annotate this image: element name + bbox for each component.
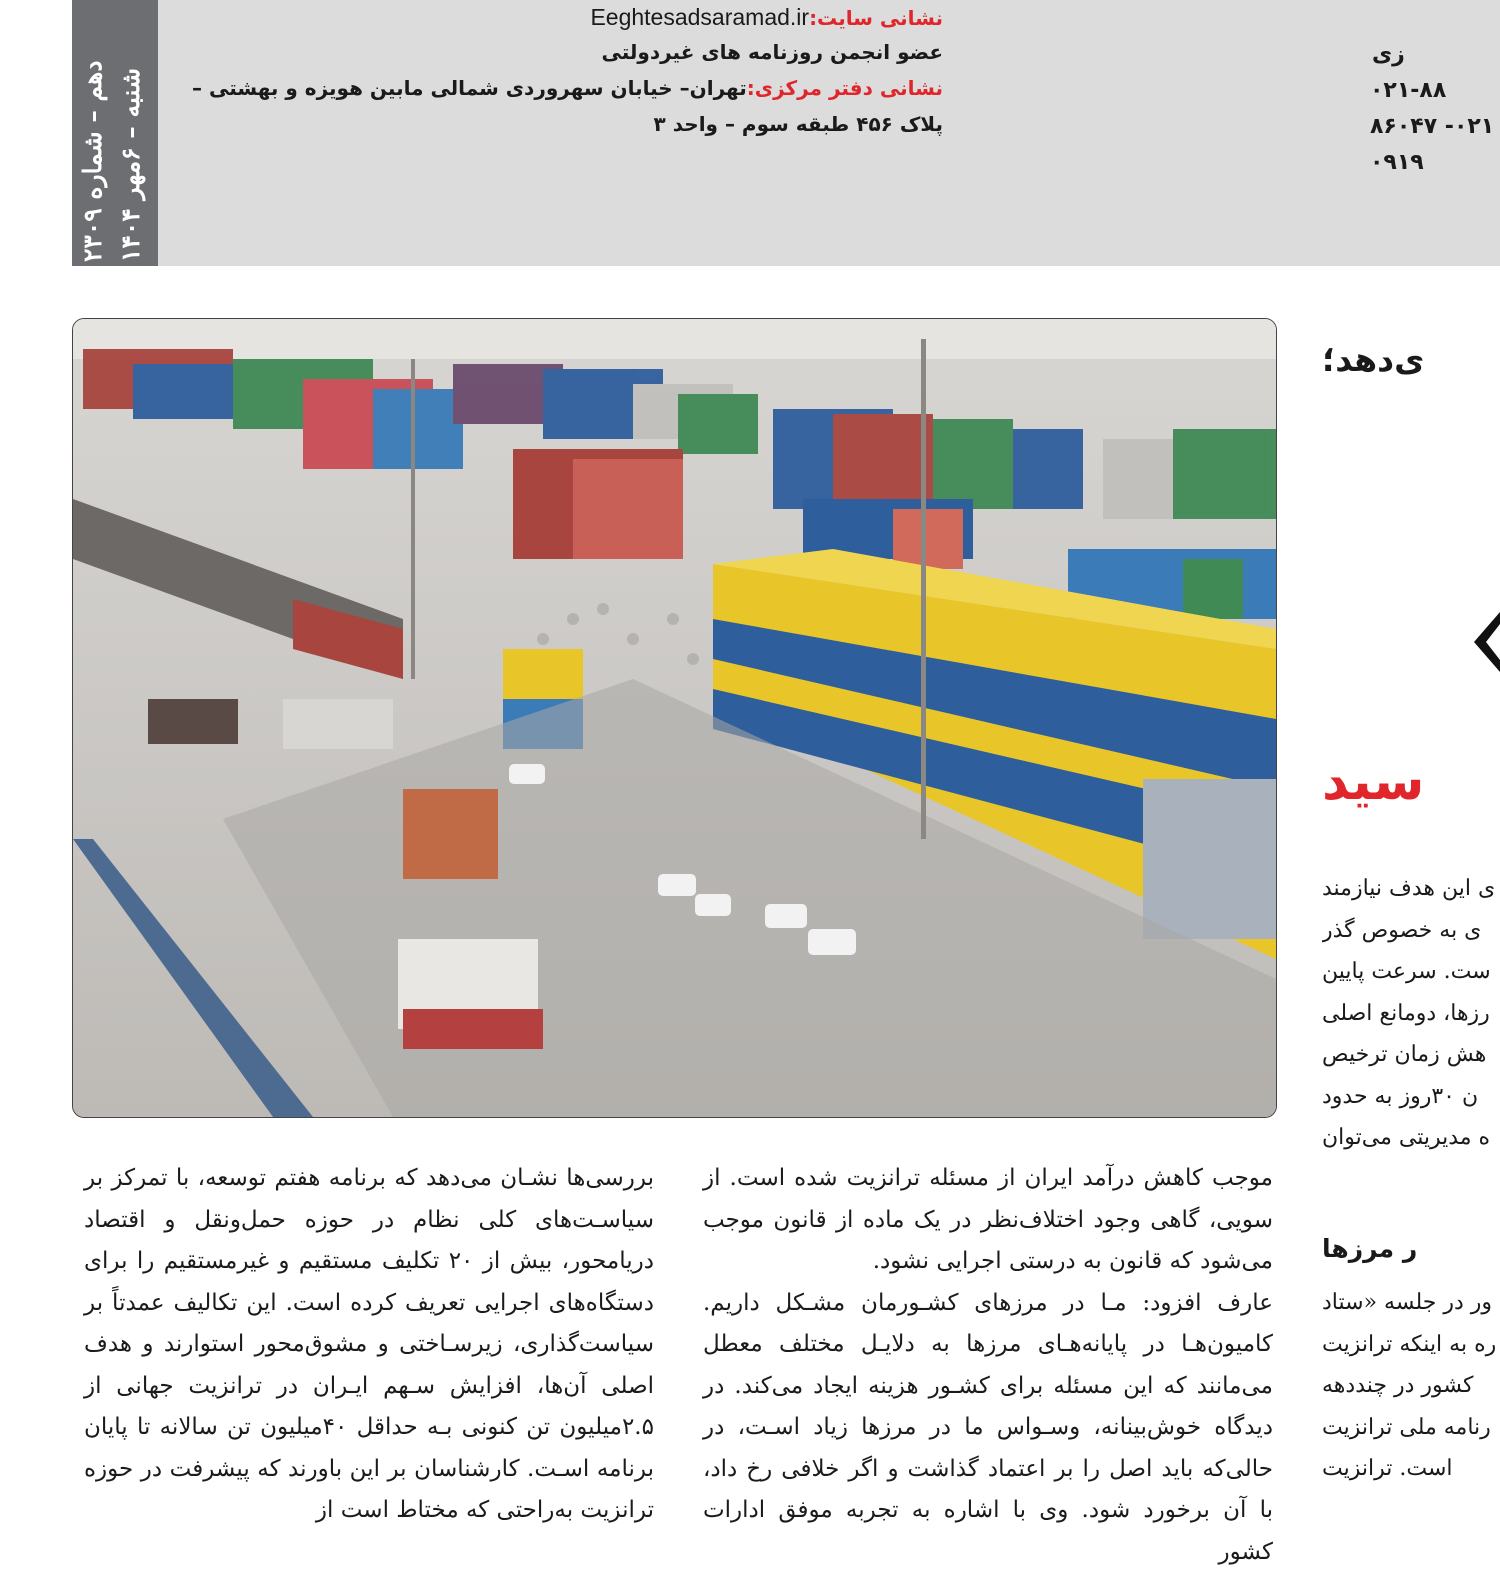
side-line: ور در جلسه «ستاد <box>1322 1282 1500 1324</box>
office-address-2: پلاک ۴۵۶ طبقه سوم – واحد ۳ <box>654 112 943 136</box>
side-line: ی به خصوص گذر <box>1322 910 1500 952</box>
phone-fragment-2: ۰۲۱- ۸۶۰۴۷ <box>1370 114 1494 139</box>
issue-number: دهم – شماره ۲۳۰۹ <box>78 0 118 262</box>
side-line: ره به اینکه ترانزیت <box>1322 1324 1500 1366</box>
paragraph: بررسی‌ها نشـان می‌دهد که برنامه هفتم توسعه، با تمرکز بر سیاسـت‌های کلی نظام در حوزه حمل‌ونقل و اقتصاد دریامحور، بیش از ۲۰ تکلیف مستقیم و غیرمستقیم را برای دستگاه‌های اجرایی تعریف کرده است. این تکالیف عمدتاً بر سیاست‌گذاری، زیرسـاختی و مشوق‌محور استوارند و هدف اصلی آن‌ها، افزایش سـهم ایـران در ترانزیت جهانی از ۲.۵میلیون تن کنونی بـه حداقل ۴۰میلیون تن سالانه تا پایان برنامه اسـت. کارشناسان بر این باورند که پیشرفت در حوزه ترانزیت به‌راحتی که مختاط است از <box>84 1158 654 1532</box>
site-label: نشانی سایت: <box>809 6 943 30</box>
article-column-left <box>84 1158 654 1532</box>
office-address-1: تهران– خیابان سهروردی شمالی مابین هویزه و بهشتی – <box>192 76 747 100</box>
side-line: ن ۳۰روز به حدود <box>1322 1076 1500 1118</box>
contact-fragment <box>1370 0 1500 266</box>
side-headline: ی‌دهد؛ <box>1322 340 1500 400</box>
side-line: است. ترانزیت <box>1322 1448 1500 1490</box>
site-url[interactable]: Eeghtesadsaramad.ir <box>590 4 809 30</box>
contact-label-fragment: زی <box>1372 42 1405 67</box>
membership-line: عضو انجمن روزنامه های غیردولتی <box>601 40 943 64</box>
site-line <box>590 4 943 31</box>
office-label: نشانی دفتر مرکزی: <box>747 76 943 100</box>
side-line: ه مدیریتی می‌توان <box>1322 1117 1500 1158</box>
phone-fragment-1: ۰۲۱-۸۸ <box>1370 78 1446 103</box>
paragraph: موجب کاهش درآمد ایران از مسئله ترانزیت شده است. از سویی، گاهی وجود اختلاف‌نظر در یک ماده از قانون موجب می‌شود که قانون به درستی اجرایی نشود. <box>703 1158 1273 1283</box>
paragraph: عارف افزود: مـا در مرزهای کشـورمان مشـکل داریم. کامیون‌هـا در پایانه‌هـای مرزها به دلایـل مختلف معطل می‌مانند که این مسئله برای کشـور هزینه ایجاد می‌کند. در دیدگاه خوش‌بینانه، وسـواس ما در مرزها زیاد اسـت، در حالی‌که باید اصل را بر اعتماد گذاشت و اگر خلافی رخ داد، با آن برخورد شود. وی با اشاره به تجربه موفق ادارات کشور <box>703 1283 1273 1573</box>
side-line: ست. سرعت پایین <box>1322 951 1500 993</box>
side-line: رنامه ملی ترانزیت <box>1322 1407 1500 1449</box>
issue-date: شنبه – ۶مهر ۱۴۰۴ <box>116 0 156 262</box>
side-subheading: ر مرزها <box>1322 1234 1500 1278</box>
container-terminal-photo <box>72 318 1277 1118</box>
issue-date-strip <box>72 0 158 266</box>
side-line: رزها، دومانع اصلی <box>1322 993 1500 1035</box>
office-line <box>192 76 943 100</box>
side-body-2 <box>1322 1282 1500 1509</box>
side-line: کشور در چنددهه <box>1322 1365 1500 1407</box>
chevron-left-icon <box>1474 612 1500 672</box>
side-line: ی این هدف نیازمند <box>1322 868 1500 910</box>
side-red-title: سید <box>1322 752 1500 822</box>
side-line: هش زمان ترخیص <box>1322 1034 1500 1076</box>
article-column-middle <box>703 1158 1273 1573</box>
container-terminal-illustration <box>73 319 1276 1117</box>
phone-fragment-3: ۰۹۱۹ <box>1370 150 1424 175</box>
side-body <box>1322 868 1500 1158</box>
